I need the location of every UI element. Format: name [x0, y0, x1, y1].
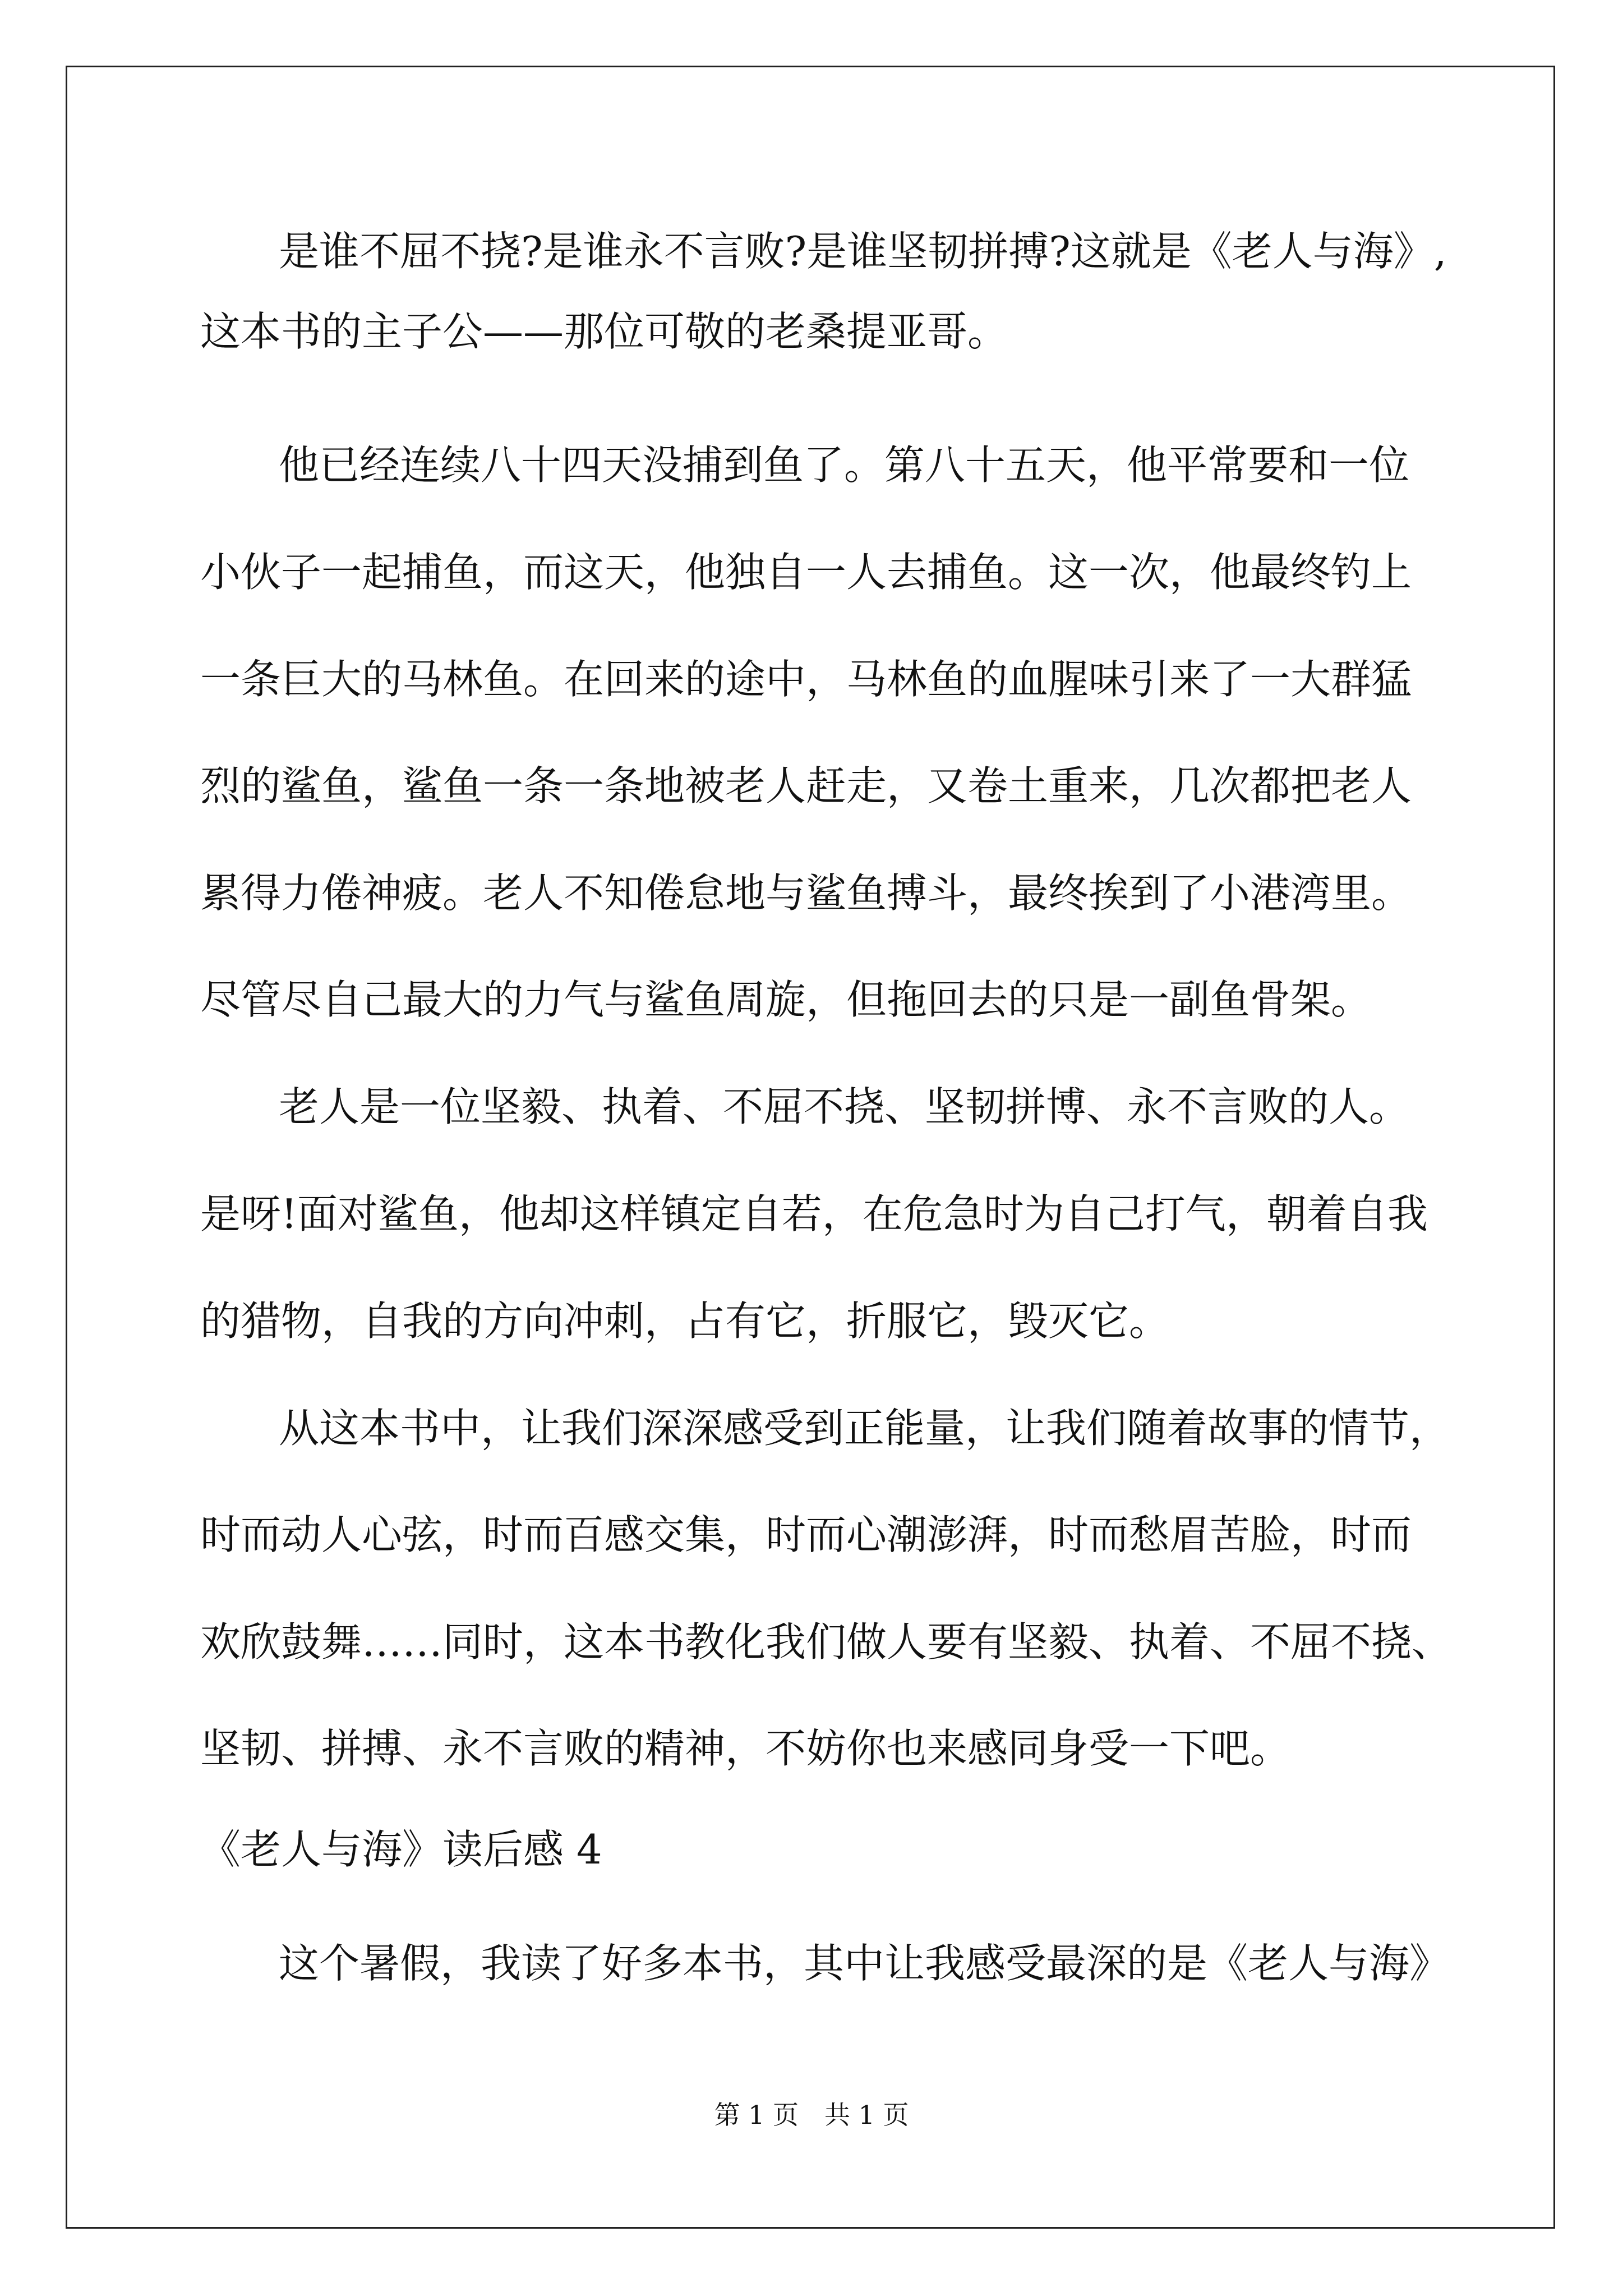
paragraph-3-line-2: 是呀!面对鲨鱼，他却这样镇定自若，在危急时为自己打气，朝着自我	[200, 1190, 1428, 1237]
paragraph-1-line-1: 是谁不屈不挠?是谁永不言败?是谁坚韧拼搏?这就是《老人与海》,	[279, 228, 1447, 275]
paragraph-1-line-2: 这本书的主子公——那位可敬的老桑提亚哥。	[200, 308, 1008, 355]
paragraph-2-line-6: 尽管尽自己最大的力气与鲨鱼周旋，但拖回去的只是一副鱼骨架。	[200, 976, 1372, 1023]
paragraph-2-line-3: 一条巨大的马林鱼。在回来的途中，马林鱼的血腥味引来了一大群猛	[200, 656, 1412, 703]
paragraph-3-line-1: 老人是一位坚毅、执着、不屈不挠、坚韧拼博、永不言败的人。	[279, 1083, 1410, 1130]
paragraph-5-line-1: 这个暑假，我读了好多本书，其中让我感受最深的是《老人与海》	[279, 1940, 1450, 1987]
page-border	[66, 66, 1555, 2229]
paragraph-2-line-4: 烈的鲨鱼，鲨鱼一条一条地被老人赶走，又卷土重来，几次都把老人	[200, 762, 1412, 809]
paragraph-4-line-4: 坚韧、拼搏、永不言败的精神，不妨你也来感同身受一下吧。	[200, 1725, 1291, 1772]
paragraph-2-line-5: 累得力倦神疲。老人不知倦怠地与鲨鱼搏斗，最终挨到了小港湾里。	[200, 869, 1412, 917]
paragraph-4-line-1: 从这本书中，让我们深深感受到正能量，让我们随着故事的情节，	[279, 1405, 1450, 1452]
section-heading: 《老人与海》读后感 4	[200, 1826, 602, 1873]
paragraph-4-line-3: 欢欣鼓舞……同时，这本书教化我们做人要有坚毅、执着、不屈不挠、	[200, 1618, 1453, 1665]
paragraph-4-line-2: 时而动人心弦，时而百感交集，时而心潮澎湃，时而愁眉苦脸，时而	[200, 1511, 1412, 1558]
paragraph-2-line-2: 小伙子一起捕鱼，而这天，他独自一人去捕鱼。这一次，他最终钓上	[200, 549, 1412, 596]
paragraph-2-line-1: 他已经连续八十四天没捕到鱼了。第八十五天，他平常要和一位	[279, 441, 1410, 489]
page-footer: 第 1 页 共 1 页	[714, 2100, 909, 2130]
paragraph-3-line-3: 的猎物，自我的方向冲刺，占有它，折服它，毁灭它。	[200, 1297, 1170, 1345]
